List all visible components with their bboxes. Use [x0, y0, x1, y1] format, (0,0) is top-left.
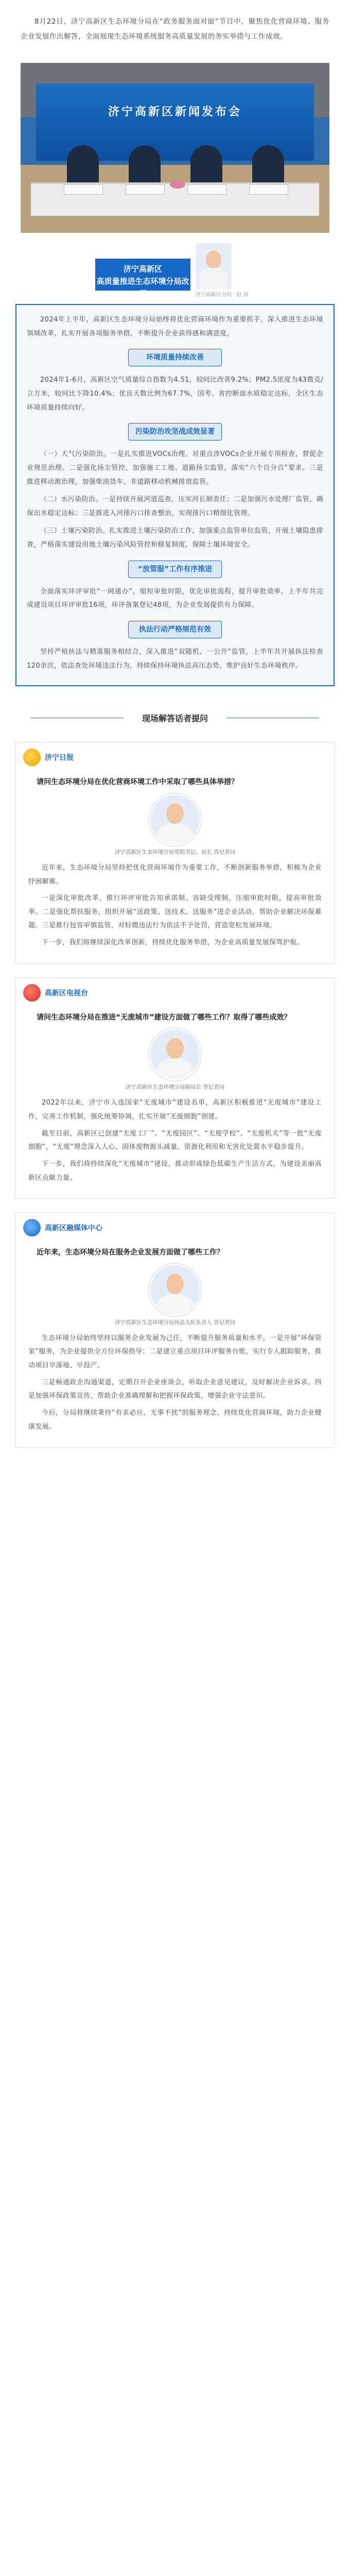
qa-title-text: 现场解答话者提问: [142, 714, 208, 724]
report-paragraph: （二）水污染防治。一是持续开展河道巡查，压实河长制责任；二是加强污水处理厂监管，确保出水稳定达标；三是推进入河排污口排查整治，实现排污口精细化管理。: [27, 496, 323, 517]
official-avatar: [149, 1264, 201, 1316]
media-name: 济宁日报: [45, 754, 74, 762]
media-name: 高新区融媒体中心: [45, 1224, 102, 1233]
qa-question: 近年来，生态环境分局在服务企业发展方面做了哪些工作？: [37, 1248, 224, 1257]
report-paragraph: （三）土壤污染防治。扎实推进土壤污染防治工作，加强重点监管单位监管，开展土壤隐患排查，严格落实建设用地土壤污染风险管控和修复制度，保障土壤环境安全。: [27, 527, 323, 549]
qa-answer: 一是深化审批改革，推行环评审批告知承诺制、容缺受理制，压缩审批时限，提高审批效率。二是强化帮扶服务，组织开展“送政策、送技术、送服务”进企业活动，帮助企业解决环保难题。三是推行包容审慎监管，对轻微违法行为依法不予处罚，营造宽松发展环境。: [28, 894, 322, 930]
media-logo-icon: [23, 749, 41, 766]
official-portrait: [196, 243, 232, 290]
name-plate: [187, 184, 226, 195]
qa-answer: 下一步，我们将持续深化“无废城市”建设，推动形成绿色低碳生产生活方式，为建设美丽高新区贡献力量。: [28, 1160, 322, 1182]
name-plate: [64, 184, 103, 195]
official-caption: 济宁高新区生态环境分局副局长 答记者问: [125, 1084, 225, 1091]
qa-question: 请问生态环境分局在优化营商环境工作中采取了哪些具体举措？: [37, 778, 238, 787]
qa-header: [16, 742, 334, 772]
name-plate: [126, 184, 165, 195]
qa-answer: 三是畅通政企沟通渠道，定期召开企业座谈会，听取企业意见建议，及时解决企业诉求。四是加强环保政策宣传，帮助企业准确理解和把握环保政策，增强企业守法意识。: [28, 1378, 322, 1400]
section-intro-tag: [0, 259, 350, 299]
qa-card: [15, 742, 335, 963]
qa-card: [15, 977, 335, 1199]
subheading: 执法行动严格规范有效: [128, 621, 222, 638]
backdrop-title: 济宁高新区新闻发布会: [108, 106, 242, 119]
qa-answer: 生态环境分局始终坚持以服务企业发展为己任，不断提升服务质量和水平。一是开展“环保管家”服务，为企业提供全方位环保指导；二是建立重点项目环评服务台账，实行专人跟踪服务，推动项目早落地、早投产。: [28, 1334, 322, 1370]
qa-header: [16, 1213, 334, 1243]
official-caption: 济宁高新区生态环境分局执法大队负责人 答记者问: [114, 1319, 236, 1326]
media-logo-icon: [23, 1219, 41, 1236]
report-panel: [15, 304, 335, 686]
qa-answer: 2022年以来，济宁市入选国家“无废城市”建设名单，高新区积极推进“无废城市”建设工作，完善工作机制，强化统筹协调，扎实开展“无废细胞”创建。: [28, 1099, 322, 1121]
section-title-line2: 高质量推进生态环境分局改革: [96, 277, 189, 299]
section-title-line1: 济宁高新区: [123, 264, 162, 274]
report-paragraph: 2024年上半年，高新区生态环境分局始终将优化营商环境作为重要抓手，深入推进生态环境领域改革，扎实开展各项服务举措，不断提升企业获得感和满意度。: [27, 316, 323, 337]
report-paragraph: （一）大气污染防治。一是扎实推进VOCs治理，对重点涉VOCs企业开展专项检查，督促企业规范治理。二是强化扬尘管控，加强施工工地、道路扬尘监管，落实“六个百分百”要求。三是推进移动源治理，加强柴油货车、非道路移动机械排放监管。: [27, 450, 323, 486]
subheading: 环境质量持续改善: [128, 349, 222, 366]
official-avatar: [149, 1028, 201, 1081]
report-paragraph: 2024年1-6月，高新区空气质量综合指数为4.51，较同比改善9.2%；PM2.5浓度为43微克/立方米，较同比下降10.4%；优良天数比例为67.7%，国考、省控断面水质稳定达标，全区生态环境质量持续向好。: [27, 376, 323, 412]
qa-answer: 截至目前，高新区已创建“无废工厂”、“无废园区”、“无废学校”、“无废机关”等一批“无废细胞”，“无废”理念深入人心，固体废物源头减量、资源化利用和无害化处置水平稳步提升。: [28, 1129, 322, 1151]
media-name: 高新区电视台: [45, 989, 88, 997]
portrait-caption: 济宁高新区分局 · 赵 涛: [196, 292, 249, 298]
report-paragraph: 坚持严格执法与精准服务相结合，深入推进“双随机、一公开”监管，上半年共开展执法检查120余次，依法查处环境违法行为，持续保持环境执法高压态势，维护良好生态环境秩序。: [27, 648, 323, 670]
qa-card: [15, 1212, 335, 1448]
subheading: “放管服”工作有序推进: [128, 561, 222, 578]
official-caption: 济宁高新区生态环境分局党组书记、局长 答记者问: [114, 849, 236, 855]
qa-answer: 今后，分局将继续秉持“有求必应、无事不扰”的服务理念，持续优化营商环境，助力企业健康发展。: [28, 1409, 322, 1431]
qa-answer: 近年来，生态环境分局坚持把优化营商环境作为重要工作，不断创新服务举措，积极为企业纾困解难。: [28, 863, 322, 886]
section-title-box: [95, 259, 190, 299]
name-plate: [249, 184, 288, 195]
qa-answer: 下一步，我们将继续深化改革创新，持续优化服务举措，为企业高质量发展保驾护航。: [42, 939, 304, 947]
press-conference-photo: [21, 63, 329, 233]
subheading: 污染防治攻坚战成效显著: [128, 423, 222, 440]
qa-section-title: [0, 708, 350, 728]
qa-question: 请问生态环境分局在推进“无废城市”建设方面做了哪些工作？取得了哪些成效？: [37, 1013, 291, 1022]
flower-decoration: [170, 180, 185, 189]
qa-header: [16, 978, 334, 1008]
official-avatar: [149, 793, 201, 846]
media-logo-icon: [23, 984, 41, 1002]
report-paragraph: 全面落实环评审批“一网通办”，缩短审批时限，优化审批流程，提升审批效率。上半年共完成建设项目环评审批16项，环评备案登记48项，为企业发展提供有力保障。: [27, 587, 323, 609]
intro-paragraph: 8月22日，济宁高新区生态环境分局在“政务服务面对面”节目中，聚焦优化营商环境、服务企业发展作出解答，全面展现生态环境系统服务高质量发展的务实举措与工作成效。: [21, 18, 329, 41]
